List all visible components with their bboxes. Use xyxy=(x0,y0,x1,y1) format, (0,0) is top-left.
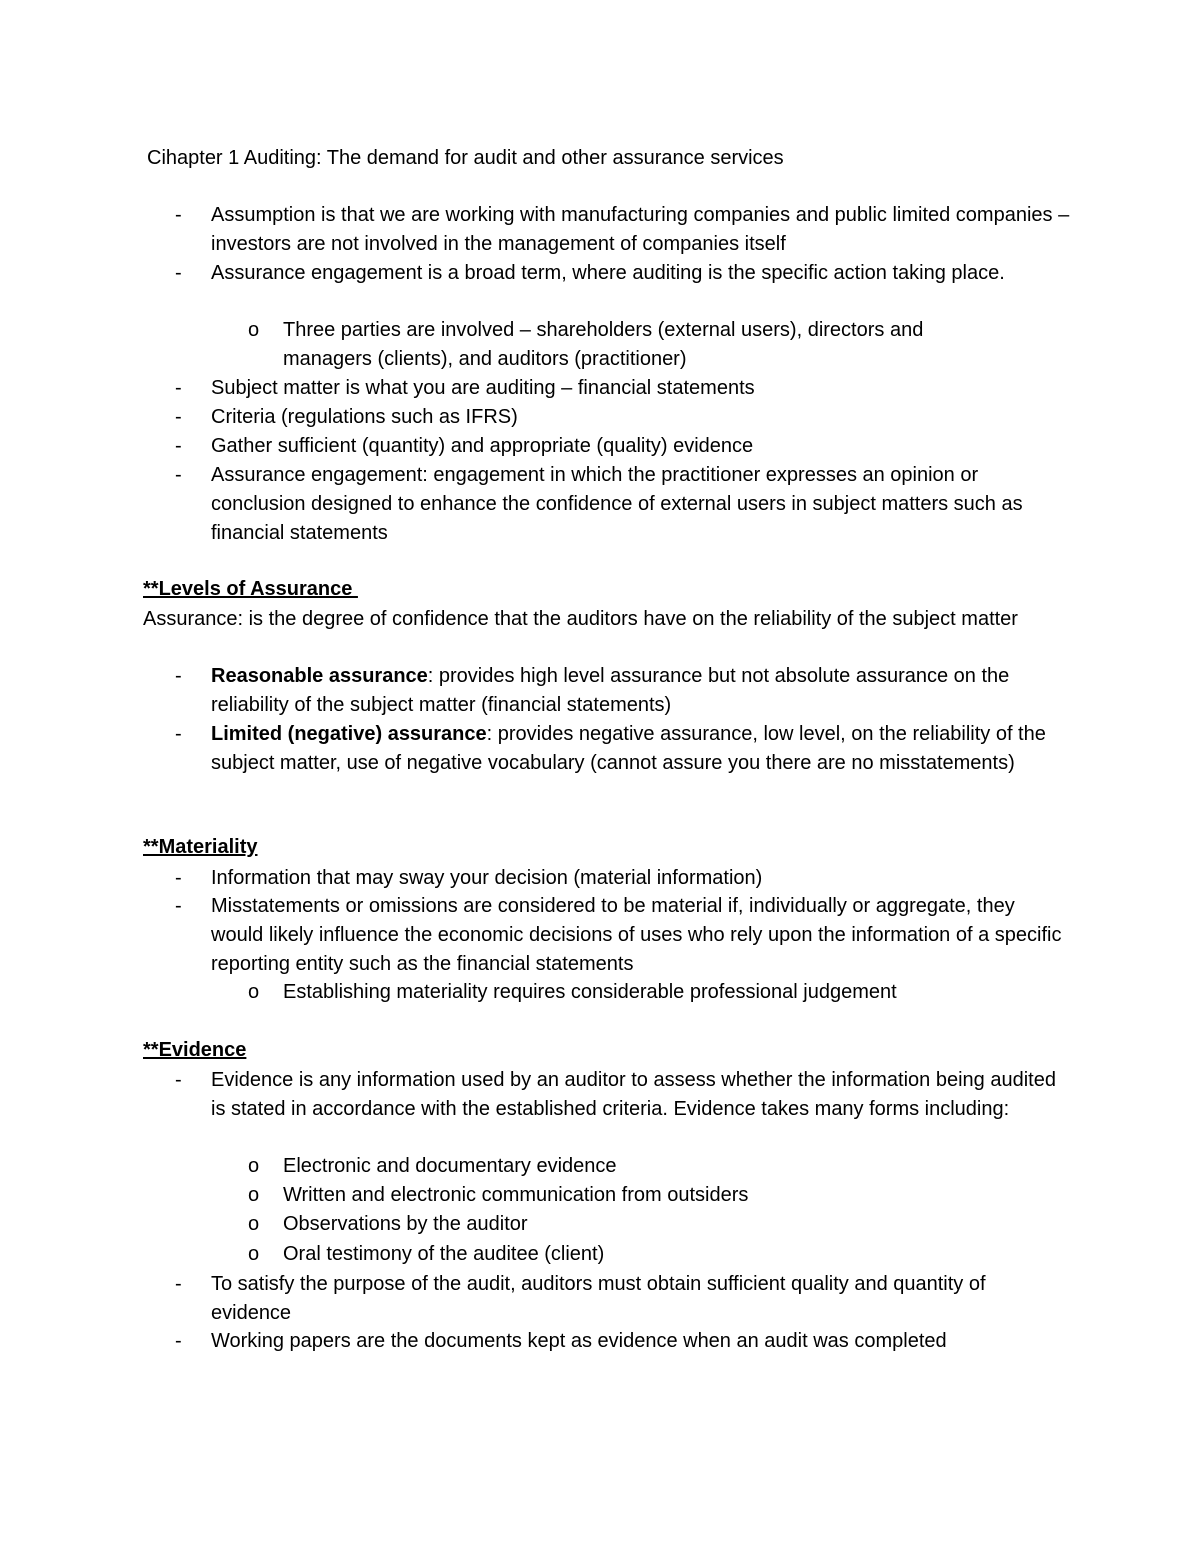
bullet-dash: - xyxy=(175,867,182,889)
bullet-dash: - xyxy=(175,204,182,226)
bullet-dash: - xyxy=(175,723,182,745)
bullet-circle: o xyxy=(248,981,260,1003)
bullet-dash: - xyxy=(175,1330,182,1352)
bullet-circle: o xyxy=(248,1213,260,1235)
bullet-dash: - xyxy=(175,665,182,687)
list-item: Subject matter is what you are auditing – financial statements xyxy=(211,377,755,399)
bullet-circle: o xyxy=(248,319,260,341)
list-item: Information that may sway your decision (material information) xyxy=(211,867,763,889)
list-item: Assumption is that we are working with manufacturing companies and public limited companies – investors are not involved in the management of companies itself xyxy=(211,204,1070,255)
list-item: Misstatements or omissions are considered to be material if, individually or aggregate, they would likely influence the economic decisions of uses who rely upon the information of a specific reporting entity such as the financial statements xyxy=(211,895,1062,975)
document-title: Cihapter 1 Auditing: The demand for audit and other assurance services xyxy=(147,147,784,169)
bullet-circle: o xyxy=(248,1184,260,1206)
list-item: Gather sufficient (quantity) and appropriate (quality) evidence xyxy=(211,435,754,457)
list-item: Evidence is any information used by an auditor to assess whether the information being audited is stated in accordance with the established criteria. Evidence takes many forms including: xyxy=(211,1069,1056,1120)
list-item: Criteria (regulations such as IFRS) xyxy=(211,406,518,428)
bullet-dash: - xyxy=(175,262,182,284)
bullet-circle: o xyxy=(248,1155,260,1177)
list-item: Assurance engagement is a broad term, where auditing is the specific action taking place. xyxy=(211,262,1005,284)
bullet-dash: - xyxy=(175,1273,182,1295)
sub-list-item: Establishing materiality requires considerable professional judgement xyxy=(283,981,897,1003)
list-item: Working papers are the documents kept as evidence when an audit was completed xyxy=(211,1330,947,1352)
section-heading-materiality: **Materiality xyxy=(143,836,258,858)
list-item xyxy=(211,720,1071,778)
sub-list-item: Electronic and documentary evidence xyxy=(283,1155,617,1177)
sub-list-item: Written and electronic communication from outsiders xyxy=(283,1184,749,1206)
bullet-dash: - xyxy=(175,406,182,428)
list-item xyxy=(211,662,1071,720)
bullet-dash: - xyxy=(175,377,182,399)
bullet-dash: - xyxy=(175,895,182,917)
section-heading-levels-of-assurance: **Levels of Assurance xyxy=(143,578,358,600)
sub-list-item: Oral testimony of the auditee (client) xyxy=(283,1243,605,1265)
sub-list-item: Three parties are involved – shareholders (external users), directors and managers (clients), and auditors (practitioner) xyxy=(283,319,924,370)
sub-list-item: Observations by the auditor xyxy=(283,1213,528,1235)
list-item: To satisfy the purpose of the audit, auditors must obtain sufficient quality and quantity of evidence xyxy=(211,1273,986,1324)
section-heading-evidence: **Evidence xyxy=(143,1039,247,1061)
term-description: : provides negative assurance, low level, on the reliability of the subject matter, use of negative vocabulary (cannot assure you there are no misstatements) xyxy=(211,723,1046,774)
list-item: Assurance engagement: engagement in which the practitioner expresses an opinion or conclusion designed to enhance the confidence of external users in subject matters such as financial statements xyxy=(211,464,1023,544)
bullet-dash: - xyxy=(175,1069,182,1091)
bullet-dash: - xyxy=(175,435,182,457)
section-paragraph: Assurance: is the degree of confidence that the auditors have on the reliability of the subject matter xyxy=(143,608,1018,630)
term-description: : provides high level assurance but not absolute assurance on the reliability of the subject matter (financial statements) xyxy=(211,665,1010,716)
term-reasonable-assurance: Reasonable assurance xyxy=(211,665,428,687)
bullet-circle: o xyxy=(248,1243,260,1265)
term-limited-assurance: Limited (negative) assurance xyxy=(211,723,487,745)
bullet-dash: - xyxy=(175,464,182,486)
